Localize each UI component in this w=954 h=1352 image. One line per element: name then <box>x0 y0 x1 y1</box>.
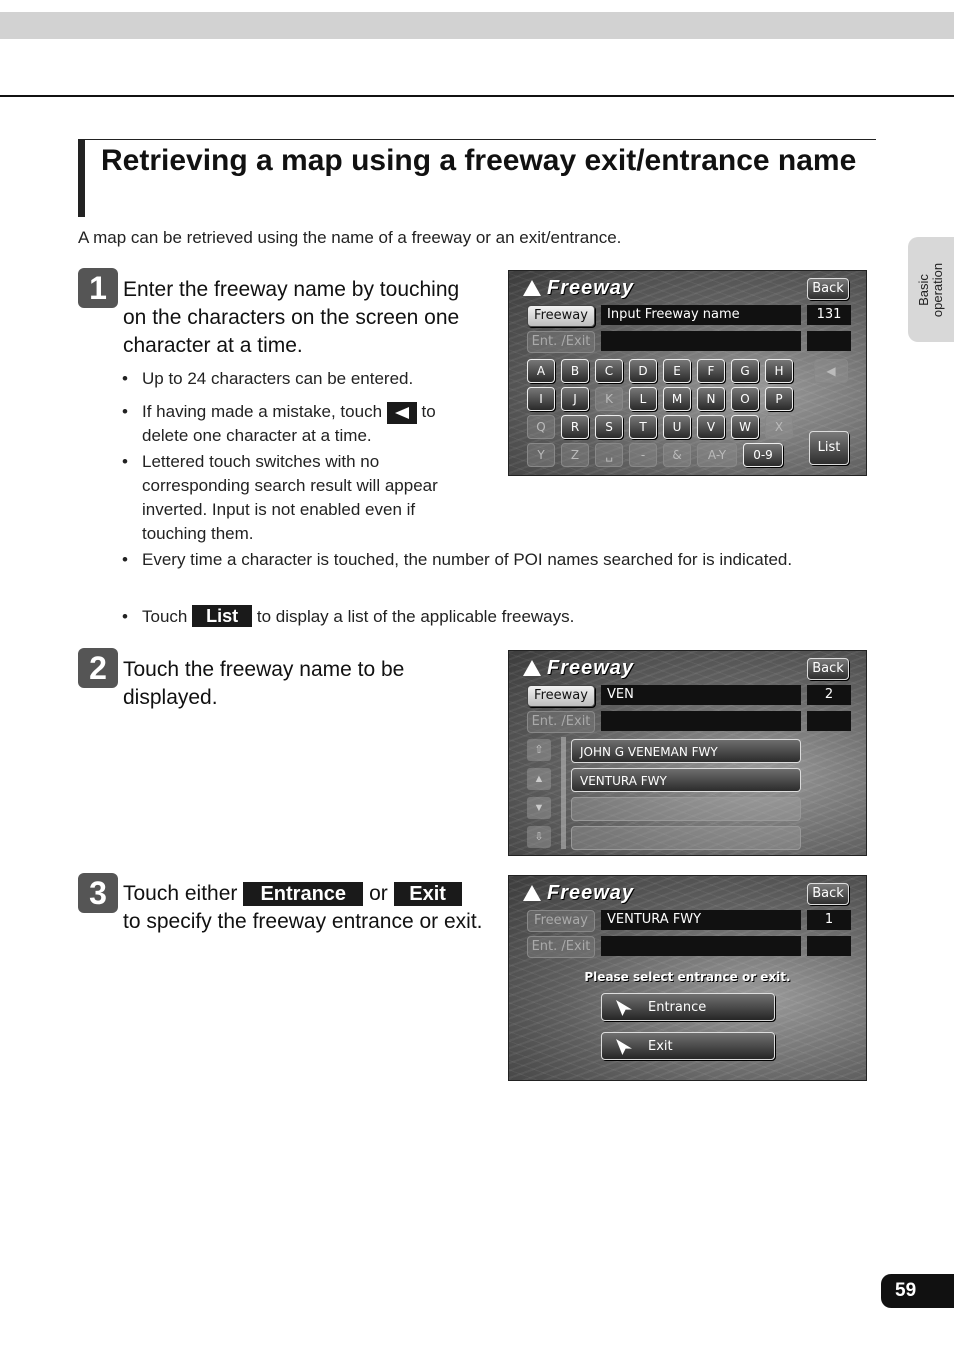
step-3-text-before: Touch either <box>123 882 238 905</box>
key--[interactable]: - <box>629 443 657 467</box>
exit-label: Exit <box>394 882 462 906</box>
back-button[interactable]: Back <box>807 883 849 905</box>
key-a[interactable]: A <box>527 359 555 383</box>
freeway-icon <box>523 660 541 676</box>
step-3-text-after: to specify the freeway entrance or exit. <box>123 910 483 933</box>
list-item[interactable]: JOHN G VENEMAN FWY <box>571 739 801 763</box>
scroll-up-icon[interactable]: ▲ <box>527 768 551 790</box>
bullet-list <box>142 605 822 629</box>
freeway-tab[interactable]: Freeway <box>527 910 595 932</box>
key-n[interactable]: N <box>697 387 725 411</box>
key-s[interactable]: S <box>595 415 623 439</box>
back-arrow-icon <box>387 402 417 424</box>
freeway-tab[interactable]: Freeway <box>527 685 595 707</box>
entrance-icon <box>616 1000 632 1016</box>
exit-input <box>601 711 801 731</box>
step-3-number: 3 <box>78 873 118 913</box>
title-rule <box>78 139 876 140</box>
entrance-label: Entrance <box>243 882 363 906</box>
result-count: 1 <box>807 910 851 930</box>
name-input[interactable]: VENTURA FWY <box>601 910 801 930</box>
exit-tab[interactable]: Ent. /Exit <box>527 936 595 958</box>
list-item-empty <box>571 826 801 850</box>
screen-entrance-exit <box>508 875 867 1081</box>
section-tab-label: Basic operation <box>916 262 945 317</box>
key-o[interactable]: O <box>731 387 759 411</box>
page-up-icon[interactable]: ⇧ <box>527 739 551 761</box>
step-3-text <box>123 880 483 936</box>
select-message: Please select entrance or exit. <box>584 970 791 984</box>
header-band <box>0 12 954 39</box>
step-2-text: Touch the freeway name to be displayed. <box>123 658 405 709</box>
list-button[interactable]: List <box>809 431 849 465</box>
key-d[interactable]: D <box>629 359 657 383</box>
freeway-icon <box>523 885 541 901</box>
result-count: 2 <box>807 685 851 705</box>
exit-tab[interactable]: Ent. /Exit <box>527 331 595 353</box>
key-r[interactable]: R <box>561 415 589 439</box>
section-tab <box>908 237 954 342</box>
bullet-mistake-text: If having made a mistake, touch <box>142 402 383 421</box>
key-g[interactable]: G <box>731 359 759 383</box>
key-e[interactable]: E <box>663 359 691 383</box>
key-i[interactable]: I <box>527 387 555 411</box>
exit-icon <box>616 1039 632 1055</box>
title-bar <box>78 139 85 217</box>
freeway-tab[interactable]: Freeway <box>527 305 595 327</box>
key-z[interactable]: Z <box>561 443 589 467</box>
entrance-button[interactable]: Entrance <box>601 993 775 1021</box>
scroll-down-icon[interactable]: ▼ <box>527 797 551 819</box>
key-v[interactable]: V <box>697 415 725 439</box>
back-button[interactable]: Back <box>807 658 849 680</box>
step-1-number: 1 <box>78 268 118 308</box>
bullet-count: • Every time a character is touched, the number of POI names searched for is indicated. <box>142 548 822 572</box>
key-h[interactable]: H <box>765 359 793 383</box>
key-a-y[interactable]: A-Y <box>697 443 737 467</box>
key-q[interactable]: Q <box>527 415 555 439</box>
step-3-or: or <box>369 882 388 905</box>
page-down-icon[interactable]: ⇩ <box>527 826 551 848</box>
exit-tab[interactable]: Ent. /Exit <box>527 711 595 733</box>
freeway-icon <box>523 280 541 296</box>
screen-title: Freeway <box>523 277 634 300</box>
exit-button[interactable]: Exit <box>601 1032 775 1060</box>
key-t[interactable]: T <box>629 415 657 439</box>
bullet-list-text-2: to display a list of the applicable freeways. <box>256 607 575 626</box>
exit-input <box>601 331 801 351</box>
page-title: Retrieving a map using a freeway exit/entrance name <box>101 144 857 177</box>
key-␣[interactable]: ␣ <box>595 443 623 467</box>
list-item-empty <box>571 797 801 821</box>
step-2-number: 2 <box>78 648 118 688</box>
bullet-inverted: • Lettered touch switches with no corresponding search result will appear inverted. Input is not enabled even if touching them. <box>142 450 482 546</box>
key-p[interactable]: P <box>765 387 793 411</box>
key-l[interactable]: L <box>629 387 657 411</box>
bullet-mistake-text-2: to delete one character at a time. <box>142 402 436 445</box>
scrollbar[interactable] <box>561 737 566 849</box>
intro-text: A map can be retrieved using the name of a freeway or an exit/entrance. <box>78 228 622 247</box>
bullet-mistake <box>142 400 482 448</box>
screen-keyboard <box>508 270 867 476</box>
key-k[interactable]: K <box>595 387 623 411</box>
list-label: List <box>192 605 252 627</box>
key-0-9[interactable]: 0-9 <box>743 443 783 467</box>
name-input[interactable]: VEN <box>601 685 801 705</box>
list-item[interactable]: VENTURA FWY <box>571 768 801 792</box>
page-number: 59 <box>881 1274 954 1308</box>
screen-list <box>508 650 867 856</box>
header-rule <box>0 95 954 97</box>
delete-key[interactable]: ◀ <box>814 359 848 383</box>
exit-count <box>807 711 851 731</box>
key-f[interactable]: F <box>697 359 725 383</box>
key-c[interactable]: C <box>595 359 623 383</box>
name-input[interactable]: Input Freeway name <box>601 305 801 325</box>
bullet-list-text: Touch <box>142 607 188 626</box>
bullet-max-chars: • Up to 24 characters can be entered. <box>142 367 472 391</box>
key-m[interactable]: M <box>663 387 691 411</box>
key-b[interactable]: B <box>561 359 589 383</box>
key-u[interactable]: U <box>663 415 691 439</box>
result-count: 131 <box>807 305 851 325</box>
exit-count <box>807 331 851 351</box>
exit-count <box>807 936 851 956</box>
key-y[interactable]: Y <box>527 443 555 467</box>
exit-input <box>601 936 801 956</box>
back-button[interactable]: Back <box>807 278 849 300</box>
screen-title: Freeway <box>523 882 634 905</box>
key-w[interactable]: W <box>731 415 759 439</box>
step-1-text: Enter the freeway name by touching on the characters on the screen one character at a time. <box>123 278 460 357</box>
key-j[interactable]: J <box>561 387 589 411</box>
screen-title: Freeway <box>523 657 634 680</box>
key-&[interactable]: & <box>663 443 691 467</box>
key-x[interactable]: X <box>765 415 793 439</box>
